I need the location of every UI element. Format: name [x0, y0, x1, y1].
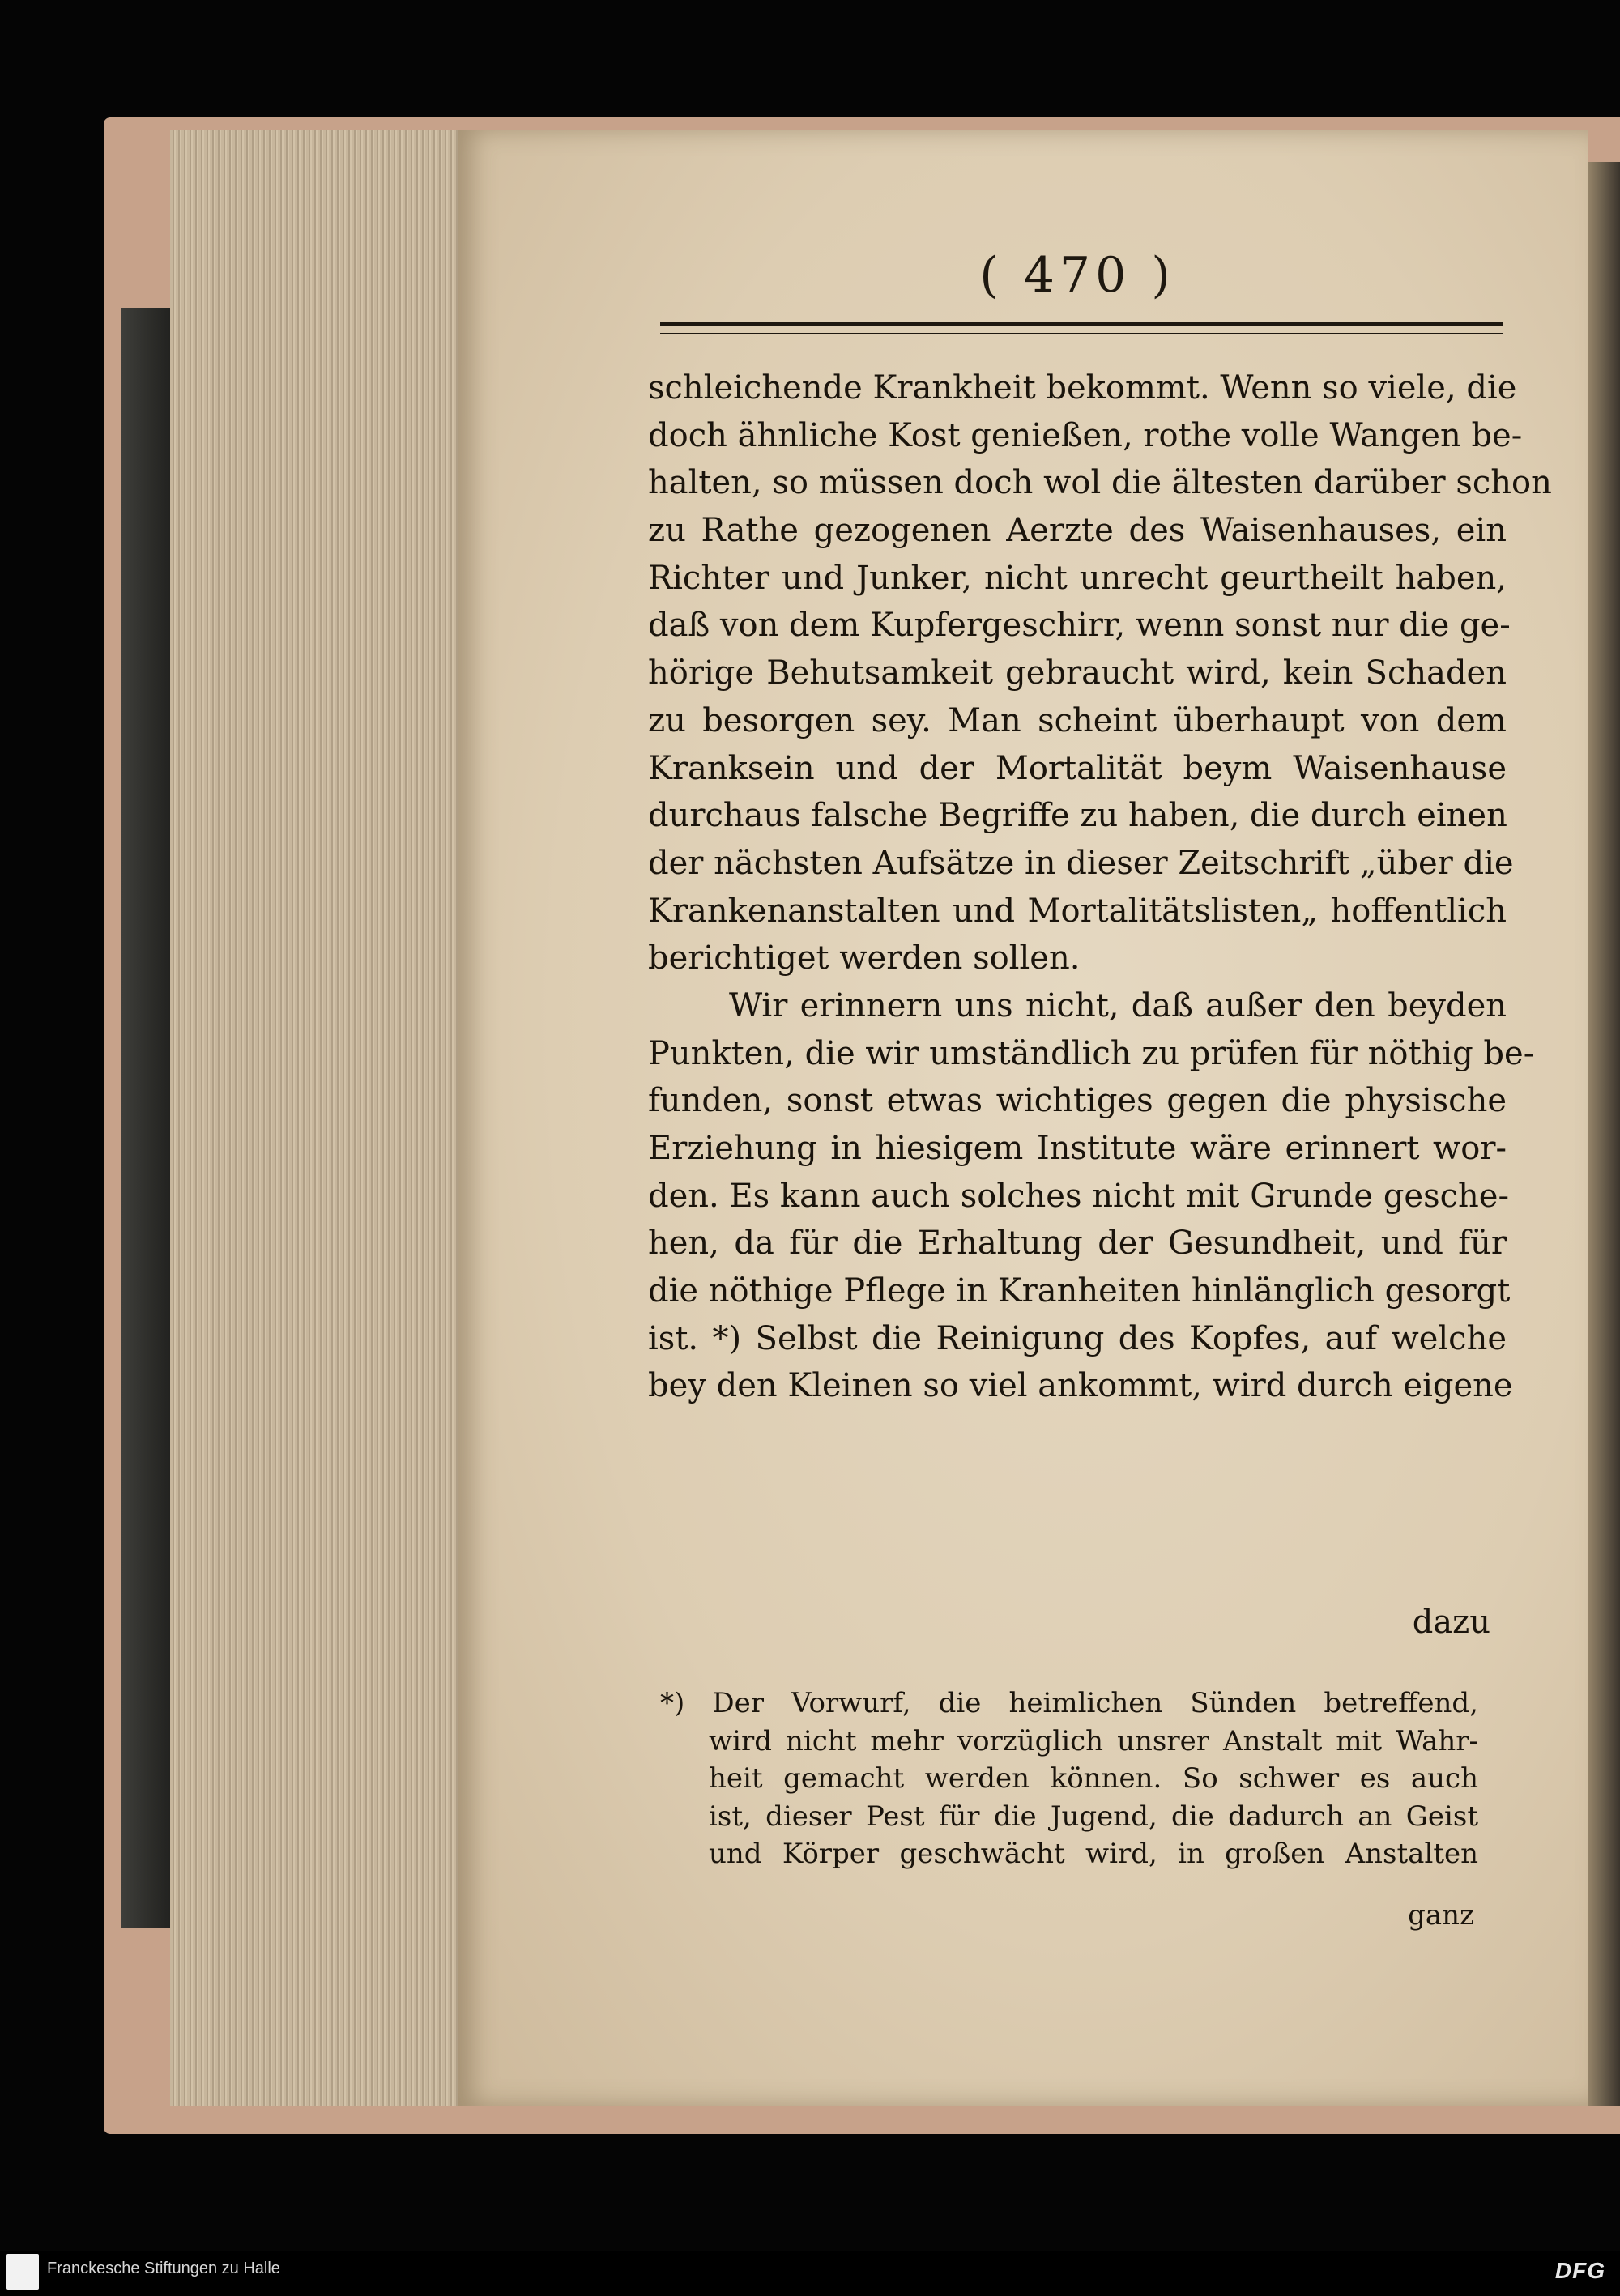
- text-line: den. Es kann auch solches nicht mit Grunde gesche-: [648, 1177, 1509, 1215]
- footnote-line: ist, dieser Pest für die Jugend, die dadurch an Geist: [709, 1800, 1478, 1833]
- text-line: der nächsten Aufsätze in dieser Zeitschrift „über die: [648, 844, 1514, 882]
- text-line: bey den Kleinen so viel ankommt, wird durch eigene: [648, 1367, 1513, 1405]
- text-line: schleichende Krankheit bekommt. Wenn so viele, die: [648, 369, 1517, 407]
- text-line: Erziehung in hiesigem Institute wäre erinnert wor-: [648, 1130, 1507, 1167]
- text-line: hörige Behutsamkeit gebraucht wird, kein Schaden: [648, 654, 1507, 692]
- footnote: [660, 1685, 1478, 1873]
- text-line: doch ähnliche Kost genießen, rothe volle Wangen be-: [648, 416, 1523, 454]
- text-line: die nöthige Pflege in Kranheiten hinlänglich gesorgt: [648, 1272, 1511, 1310]
- body-text: [648, 364, 1552, 1410]
- text-line: Punkten, die wir umständlich zu prüfen für nöthig be-: [648, 1034, 1535, 1072]
- footnote-line: heit gemacht werden können. So schwer es auch: [709, 1762, 1478, 1795]
- footnote-line: *) Der Vorwurf, die heimlichen Sünden betreffend,: [660, 1687, 1478, 1719]
- dfg-logo: DFG: [1554, 2258, 1605, 2283]
- page-edges: [170, 130, 472, 2106]
- text-line: Krankenanstalten und Mortalitätslisten„ hoffentlich: [648, 892, 1507, 930]
- text-line: zu besorgen sey. Man scheint überhaupt von dem: [648, 701, 1507, 739]
- text-line: Richter und Junker, nicht unrecht geurtheilt haben,: [648, 559, 1507, 597]
- page-number: ( 470 ): [979, 247, 1175, 304]
- text-line: funden, sonst etwas wichtiges gegen die physische: [648, 1082, 1507, 1120]
- text-line: halten, so müssen doch wol die ältesten darüber schon: [648, 464, 1552, 502]
- header-rule: [660, 322, 1503, 334]
- text-line: berichtiget werden sollen.: [648, 939, 1081, 978]
- text-line: ist. *) Selbst die Reinigung des Kopfes, auf welche: [648, 1319, 1507, 1357]
- text-line: Wir erinnern uns nicht, daß außer den beyden: [729, 986, 1507, 1024]
- footnote-catchword: ganz: [1408, 1899, 1474, 1932]
- text-line: hen, da für die Erhaltung der Gesundheit, und für: [648, 1225, 1507, 1263]
- text-line: durchaus falsche Begriffe zu haben, die durch einen: [648, 797, 1507, 835]
- text-line: Kranksein und der Mortalität beym Waisenhause: [648, 749, 1507, 787]
- footnote-line: wird nicht mehr vorzüglich unsrer Anstalt mit Wahr-: [709, 1724, 1478, 1757]
- text-line: daß von dem Kupfergeschirr, wenn sonst nur die ge-: [648, 607, 1511, 645]
- footnote-line: und Körper geschwächt wird, in großen Anstalten: [709, 1838, 1478, 1870]
- facing-page-edge: [1584, 162, 1620, 2106]
- library-logo-icon: [6, 2254, 39, 2290]
- library-name: Franckesche Stiftungen zu Halle: [47, 2260, 280, 2277]
- text-line: zu Rathe gezogenen Aerzte des Waisenhauses, ein: [648, 512, 1507, 550]
- catchword: dazu: [1412, 1604, 1490, 1641]
